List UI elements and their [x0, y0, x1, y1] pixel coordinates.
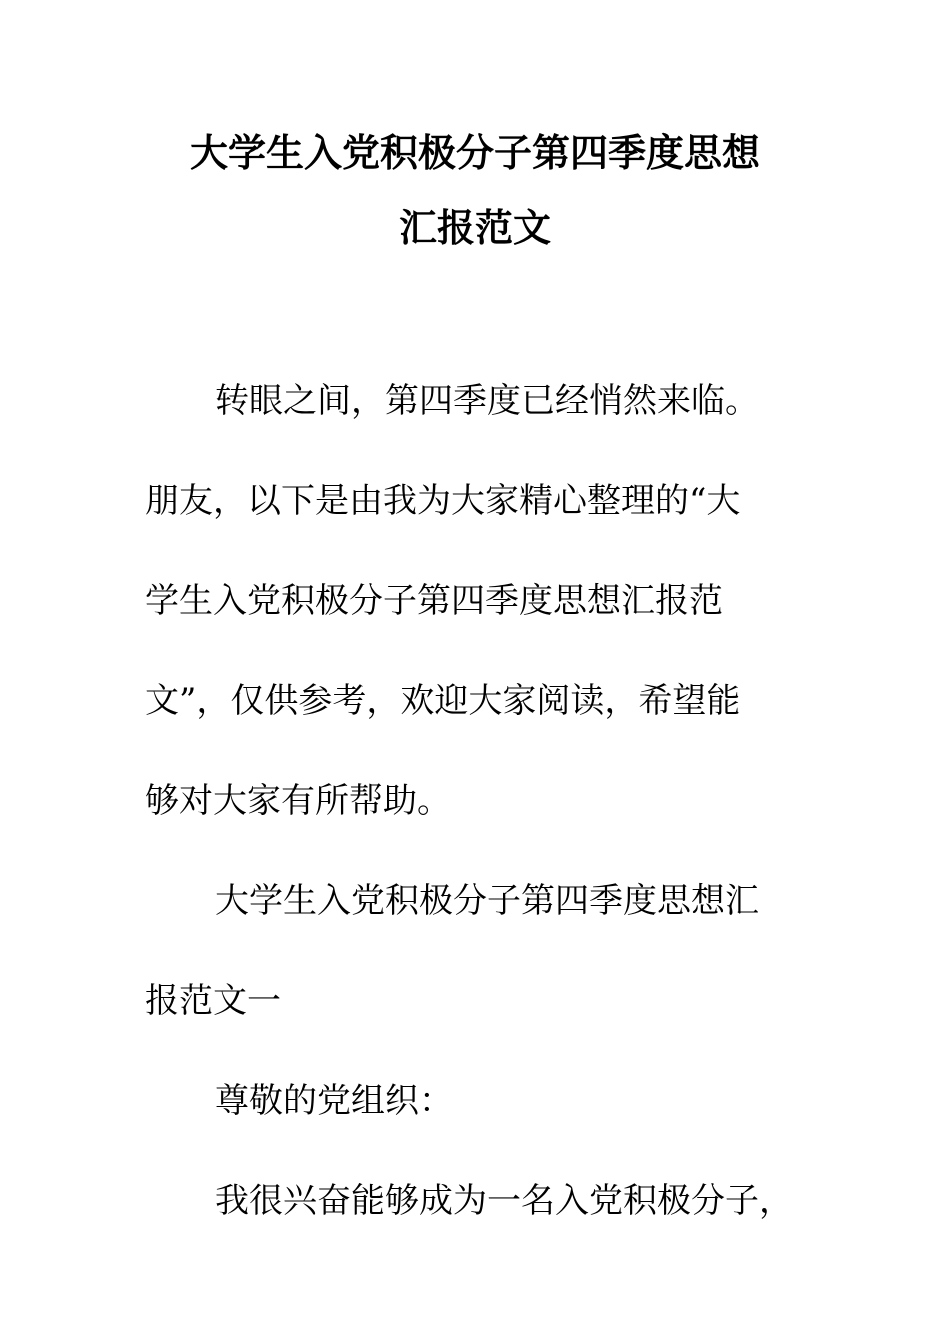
salutation-line: 尊敬的党组织：	[215, 1081, 453, 1121]
document-title-line-2: 汇报范文	[398, 205, 551, 250]
paragraph-line: 文”，仅供参考，欢迎大家阅读，希望能	[145, 681, 741, 721]
paragraph-line: 大学生入党积极分子第四季度思想汇	[215, 881, 759, 921]
paragraph-line: 转眼之间，第四季度已经悄然来临。	[215, 381, 759, 421]
paragraph-line: 学生入党积极分子第四季度思想汇报范	[145, 581, 723, 621]
paragraph-line: 报范文一	[145, 981, 281, 1021]
paragraph-line: 够对大家有所帮助。	[145, 781, 451, 821]
paragraph-line: 我很兴奋能够成为一名入党积极分子，	[215, 1181, 793, 1221]
document-title-line-1: 大学生入党积极分子第四季度思想	[189, 130, 760, 175]
paragraph-line: 朋友，以下是由我为大家精心整理的“大	[145, 481, 741, 521]
